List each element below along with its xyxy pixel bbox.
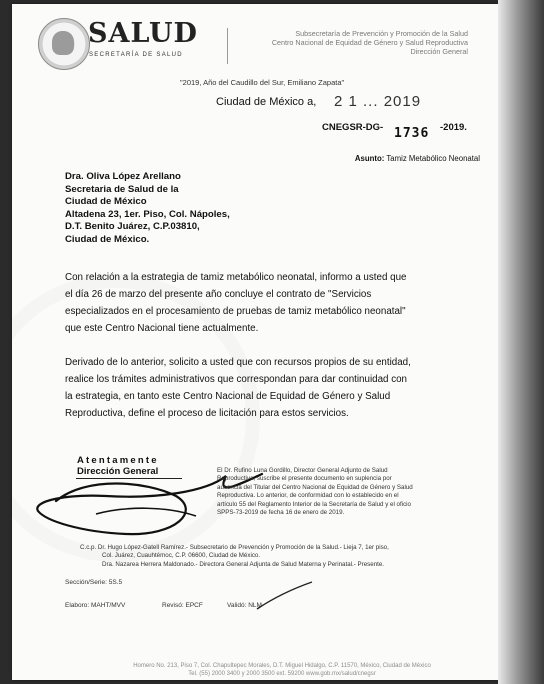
- dependency-line: Dirección General: [410, 46, 468, 56]
- closing: Atentamente: [77, 455, 159, 466]
- subject-label: Asunto:: [354, 154, 385, 163]
- recipient-line: Dra. Oliva López Arellano: [65, 171, 181, 182]
- recipient-line: Ciudad de México.: [65, 233, 150, 245]
- paragraph-line: Con relación a la estrategia de tamiz metabólico neonatal, informo a usted que: [65, 272, 407, 283]
- ccp-line: C.c.p. Dr. Hugo López-Gatell Ramírez.- Subsecretario de Prevención y Promoción de la Salud.- Lieja 7, 1er piso,: [80, 544, 389, 551]
- reference-number: 1736: [394, 126, 430, 141]
- carbon-copy-block: [80, 544, 389, 569]
- body-paragraph-1: [65, 269, 475, 337]
- note-line: artículo 55 del Reglamento Interior de la Secretaría de Salud y el oficio: [217, 500, 411, 508]
- paragraph-line: la estrategia, en tanto este Centro Nacional de Equidad de Género y Salud: [65, 391, 391, 402]
- year-motto: "2019, Año del Caudillo del Sur, Emiliano Zapata": [180, 78, 345, 87]
- signer-unit: Dirección General: [77, 466, 159, 477]
- logo-name: SALUD: [88, 18, 198, 49]
- valido: Validó: NLM: [227, 602, 262, 609]
- elaboro: Elaboro: MAHT/MVV: [65, 602, 126, 609]
- reference-suffix: -2019.: [440, 122, 467, 133]
- signature-note: [217, 467, 475, 517]
- paragraph-line: Reproductiva, define el proceso de licitación para estos servicios.: [65, 408, 349, 419]
- recipient-block: [65, 171, 230, 246]
- ccp-line: Col. Juárez, Cuauhtémoc, C.P. 06600, Ciudad de México.: [102, 552, 261, 560]
- paragraph-line: el día 26 de marzo del presente año concluye el contrato de "Servicios: [65, 289, 372, 300]
- note-line: SPPS-73-2019 de fecha 16 de enero de 2019.: [217, 509, 345, 517]
- reviso: Revisó: EPCF: [162, 602, 203, 609]
- ccp-line: Dra. Nazarea Herrera Maldonado.- Directora General Adjunta de Salud Materna y Perinatal.- Presente.: [102, 560, 385, 568]
- note-line: El Dr. Rufino Luna Gordillo, Director General Adjunto de Salud: [217, 467, 388, 474]
- national-seal-logo: [38, 18, 90, 70]
- initials-mark: [252, 579, 322, 614]
- footer-line: Tel. (55) 2000 3400 y 2000 3500 ext. 59200 www.gob.mx/salud/cnegsr: [188, 671, 376, 677]
- subject-line: [355, 154, 480, 163]
- letter-place: Ciudad de México a,: [216, 96, 317, 108]
- paragraph-line: que este Centro Nacional tiene actualmente.: [65, 323, 259, 334]
- recipient-line: Secretaria de Salud de la: [65, 183, 179, 195]
- note-line: Reproductiva, suscribe el presente documento en suplencia por: [217, 475, 392, 483]
- letter-date: 2 1 ... 2019: [334, 93, 422, 110]
- footer: [52, 662, 498, 678]
- letter-page: [12, 4, 498, 680]
- dependency-line: Centro Nacional de Equidad de Género y Salud Reproductiva: [271, 37, 468, 47]
- paragraph-line: especializados en el procesamiento de pruebas de tamiz metabólico neonatal": [65, 306, 406, 317]
- recipient-line: Ciudad de México: [65, 196, 147, 207]
- section-series: Sección/Serie: 5S.5: [65, 579, 123, 586]
- recipient-line: D.T. Benito Juárez, C.P.03810,: [65, 221, 200, 232]
- page-edge-shadow: [498, 0, 544, 684]
- paragraph-line: Derivado de lo anterior, solicito a usted que con recursos propios de su entidad,: [65, 357, 411, 368]
- reference-prefix: CNEGSR-DG-: [322, 122, 384, 133]
- recipient-line: Altadena 23, 1er. Piso, Col. Nápoles,: [65, 208, 230, 220]
- footer-line: Homero No. 213, Piso 7, Col. Chapultepec Morales, D.T. Miguel Hidalgo, C.P. 11570, México, Ciudad de México: [133, 663, 431, 669]
- logo-subtitle: SECRETARÍA DE SALUD: [89, 52, 183, 58]
- paragraph-line: realice los trámites administrativos que correspondan para dar continuidad con: [65, 374, 407, 385]
- body-paragraph-2: [65, 354, 475, 422]
- note-line: Reproductiva. Lo anterior, de conformidad con lo establecido en el: [217, 492, 399, 500]
- dependency-block: [218, 30, 468, 56]
- note-line: ausencia del Titular del Centro Nacional de Equidad de Género y Salud: [217, 483, 413, 491]
- dependency-line: Subsecretaría de Prevención y Promoción de la Salud: [295, 29, 468, 38]
- subject-text: Tamiz Metabólico Neonatal: [386, 154, 480, 163]
